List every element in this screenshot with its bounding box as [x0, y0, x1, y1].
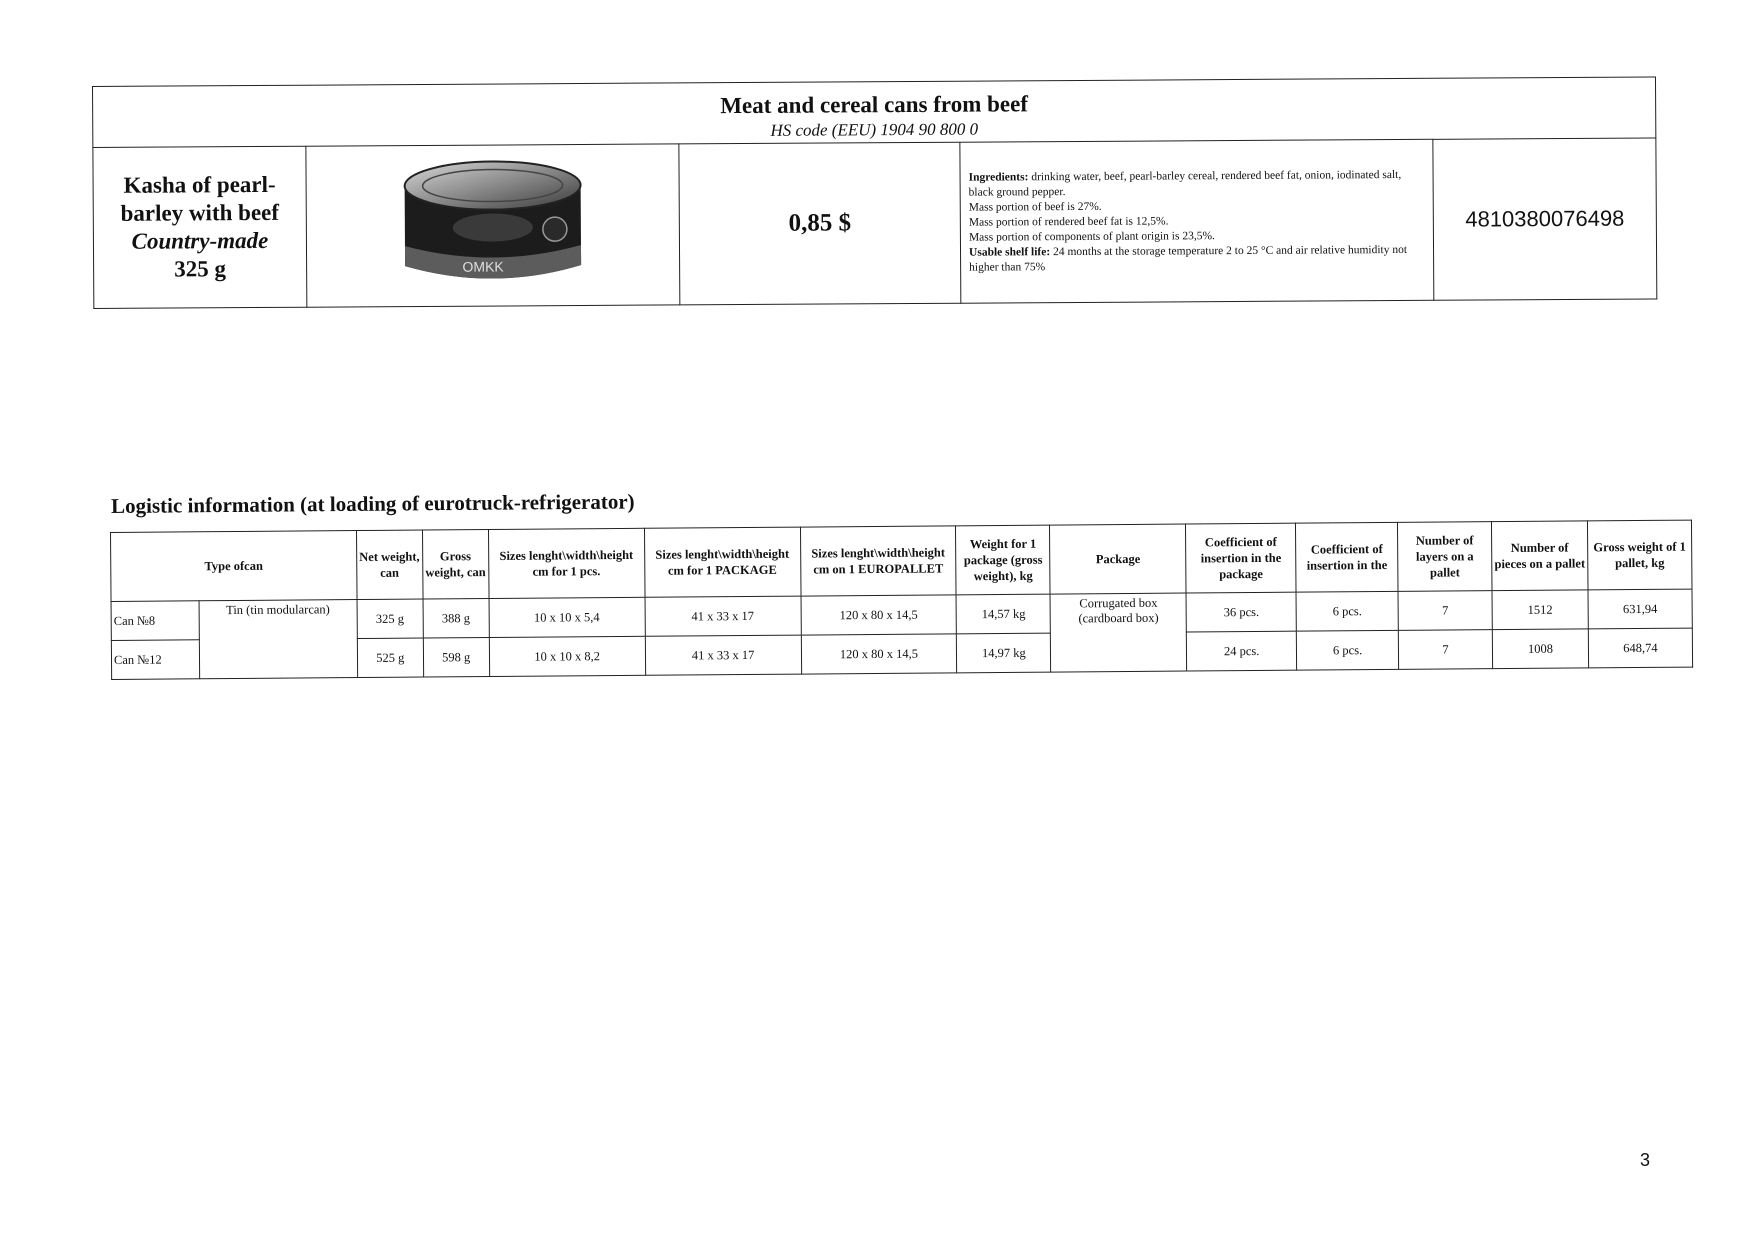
product-header [93, 77, 1656, 148]
row-gross-pallet: 631,94 [1588, 589, 1692, 629]
col-type: Type ofcan [111, 531, 357, 602]
row-can: Can №8 [111, 601, 199, 641]
ingredients-cell [960, 139, 1434, 303]
row-gross: 388 g [423, 599, 489, 639]
hs-code: HS code (EEU) 1904 90 800 0 [770, 119, 979, 140]
row-can: Can №12 [111, 640, 199, 680]
product-table [92, 76, 1657, 309]
row-pieces: 1008 [1492, 629, 1588, 669]
row-weight-package: 14,57 kg [956, 594, 1050, 634]
product-country: Country-made [131, 227, 269, 254]
row-coef-package: 36 pcs. [1186, 592, 1296, 632]
logistic-header-row [111, 520, 1692, 601]
col-sizes-pallet: Sizes lenght\width\height cm on 1 EUROPALLET [800, 526, 956, 596]
row-gross: 598 g [423, 638, 489, 678]
col-sizes-package: Sizes lenght\width\height cm for 1 PACKAGE [644, 527, 800, 597]
row-net: 325 g [357, 599, 423, 639]
can-image [392, 152, 593, 293]
col-net-weight: Net weight, can [356, 530, 422, 600]
mass-fat: Mass portion of rendered beef fat is 12,5%. [968, 214, 1169, 229]
logistic-title: Logistic information (at loading of eurotruck-refrigerator) [111, 489, 635, 518]
col-pieces: Number of pieces on a pallet [1491, 521, 1587, 591]
page-number: 3 [1640, 1150, 1651, 1170]
product-name-line1: Kasha of pearl- [123, 171, 276, 198]
col-sizes-pcs: Sizes lenght\width\height cm for 1 pcs. [488, 528, 644, 598]
row-net: 525 g [357, 638, 423, 678]
ingredients-label: Ingredients: [968, 170, 1029, 184]
row-weight-package: 14,97 kg [957, 633, 1051, 673]
barcode-number: 4810380076498 [1465, 205, 1625, 232]
shelf-life-text: 24 months at the storage temperature 2 to 25 °C and air relative humidity not higher than 75% [969, 243, 1408, 274]
logistic-table [110, 520, 1693, 680]
product-name-line2: barley with beef [120, 199, 280, 226]
col-gross-pallet: Gross weight of 1 pallet, kg [1587, 520, 1692, 590]
price-cell [679, 142, 961, 305]
col-package: Package [1050, 524, 1186, 594]
shelf-life-label: Usable shelf life: [968, 245, 1051, 259]
mass-beef: Mass portion of beef is 27%. [968, 200, 1102, 214]
row-sizes-package: 41 x 33 x 17 [645, 596, 801, 636]
row-coef-insertion: 6 pcs. [1296, 630, 1398, 670]
product-title: Meat and cereal cans from beef [720, 91, 1029, 119]
row-sizes-pallet: 120 x 80 x 14,5 [801, 595, 957, 635]
product-image-cell [306, 144, 680, 307]
row-sizes-pcs: 10 x 10 x 5,4 [489, 597, 645, 637]
row-package: Corrugated box (cardboard box) [1050, 593, 1186, 672]
ingredients-text: drinking water, beef, pearl-barley cereal, rendered beef fat, onion, iodinated salt, black ground pepper. [968, 168, 1402, 199]
can-label-text: OMKK [462, 257, 504, 275]
col-gross-weight: Gross weight, can [422, 530, 488, 600]
row-sizes-pcs: 10 x 10 x 8,2 [489, 636, 645, 676]
mass-plant: Mass portion of components of plant origin is 23,5%. [968, 229, 1215, 244]
row-coef-package: 24 pcs. [1187, 631, 1297, 671]
row-gross-pallet: 648,74 [1588, 628, 1692, 668]
product-name-cell [93, 146, 307, 308]
col-layers: Number of layers on a pallet [1398, 522, 1492, 592]
row-material: Tin (tin modularcan) [199, 600, 357, 679]
col-weight-package: Weight for 1 package (gross weight), kg [956, 525, 1050, 595]
product-weight: 325 g [174, 256, 227, 282]
barcode-cell [1433, 138, 1657, 300]
col-coef-package: Coefficient of insertion in the package [1186, 523, 1296, 593]
row-layers: 7 [1398, 630, 1492, 670]
row-sizes-pallet: 120 x 80 x 14,5 [801, 634, 957, 674]
row-layers: 7 [1398, 591, 1492, 631]
row-coef-insertion: 6 pcs. [1296, 591, 1398, 631]
col-coef-insertion: Coefficient of insertion in the [1296, 522, 1398, 592]
row-pieces: 1512 [1492, 590, 1588, 630]
row-sizes-package: 41 x 33 x 17 [645, 635, 801, 675]
product-price: 0,85 $ [788, 209, 852, 237]
